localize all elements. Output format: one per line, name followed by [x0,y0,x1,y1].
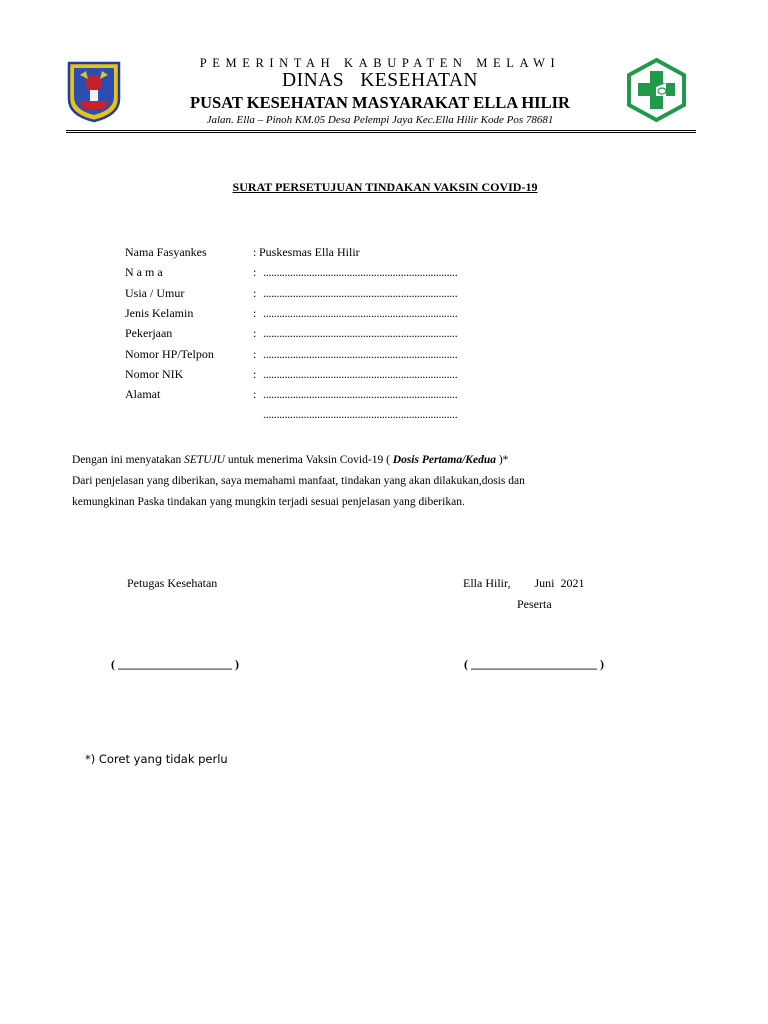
field-colon: : [253,306,257,320]
field-blank-alamat[interactable]: ........................................................................ [263,387,458,401]
field-colon: : [253,286,257,300]
agree-word: SETUJU [184,454,225,466]
field-blank-pekerjaan[interactable]: ........................................................................ [263,326,458,340]
statement-line-3: kemungkinan Paska tindakan yang mungkin terjadi sesuai penjelasan yang diberikan. [72,496,465,508]
field-blank-nomor-nik[interactable]: ........................................................................ [263,367,458,381]
field-label-jenis-kelamin: Jenis Kelamin [125,306,194,320]
field-colon: : [253,245,257,259]
field-colon: : [253,387,257,401]
address-line: Jalan. Ella – Pinoh KM.05 Desa Pelempi Jaya Kec.Ella Hilir Kode Pos 78681 [206,114,554,126]
agency-heading: DINAS KESEHATAN [282,70,478,91]
dose-choice: Dosis Pertama/Kedua [392,454,496,466]
field-label-nomor-hp: Nomor HP/Telpon [125,347,214,361]
institution-heading: PUSAT KESEHATAN MASYARAKAT ELLA HILIR [190,93,570,112]
place-date: Ella Hilir, Juni 2021 [463,576,585,590]
field-value-fasyankes: Puskesmas Ella Hilir [259,245,360,259]
field-label-pekerjaan: Pekerjaan [125,326,173,340]
document-title: SURAT PERSETUJUAN TINDAKAN VAKSIN COVID-19 [232,180,538,194]
government-heading: PEMERINTAH KABUPATEN MELAWI [199,56,561,70]
officer-signature-blank[interactable]: ( ___________________ ) [111,657,239,671]
statement-suffix: )* [495,454,509,466]
field-blank-usia[interactable]: ........................................................................ [263,286,458,300]
field-label-fasyankes: Nama Fasyankes [125,245,207,259]
field-label-nama: N a m a [125,265,163,279]
regency-emblem-logo [66,57,122,123]
field-colon: : [253,347,257,361]
header-divider [66,130,696,133]
statement-prefix: Dengan ini menyatakan [72,454,185,466]
statement-line-2: Dari penjelasan yang diberikan, saya memahami manfaat, tindakan yang akan dilakukan,dosis dan [72,475,525,487]
field-label-nomor-nik: Nomor NIK [125,367,184,381]
field-colon: : [253,367,257,381]
participant-signature-blank[interactable]: ( _____________________ ) [464,657,604,671]
officer-label: Petugas Kesehatan [127,576,218,590]
puskesmas-logo [626,57,687,123]
field-label-alamat: Alamat [125,387,161,401]
field-colon: : [253,265,257,279]
field-blank-jenis-kelamin[interactable]: ........................................................................ [263,306,458,320]
participant-label: Peserta [517,597,552,611]
footnote: *) Coret yang tidak perlu [85,752,228,766]
field-blank-nomor-hp[interactable]: ........................................................................ [263,347,458,361]
statement-line-1 [72,454,692,466]
field-blank-alamat-line2[interactable]: ........................................................................ [263,407,458,421]
field-colon: : [253,326,257,340]
field-label-usia: Usia / Umur [125,286,185,300]
field-blank-nama[interactable]: ........................................................................ [263,265,458,279]
statement-middle: untuk menerima Vaksin Covid-19 ( [224,454,393,466]
